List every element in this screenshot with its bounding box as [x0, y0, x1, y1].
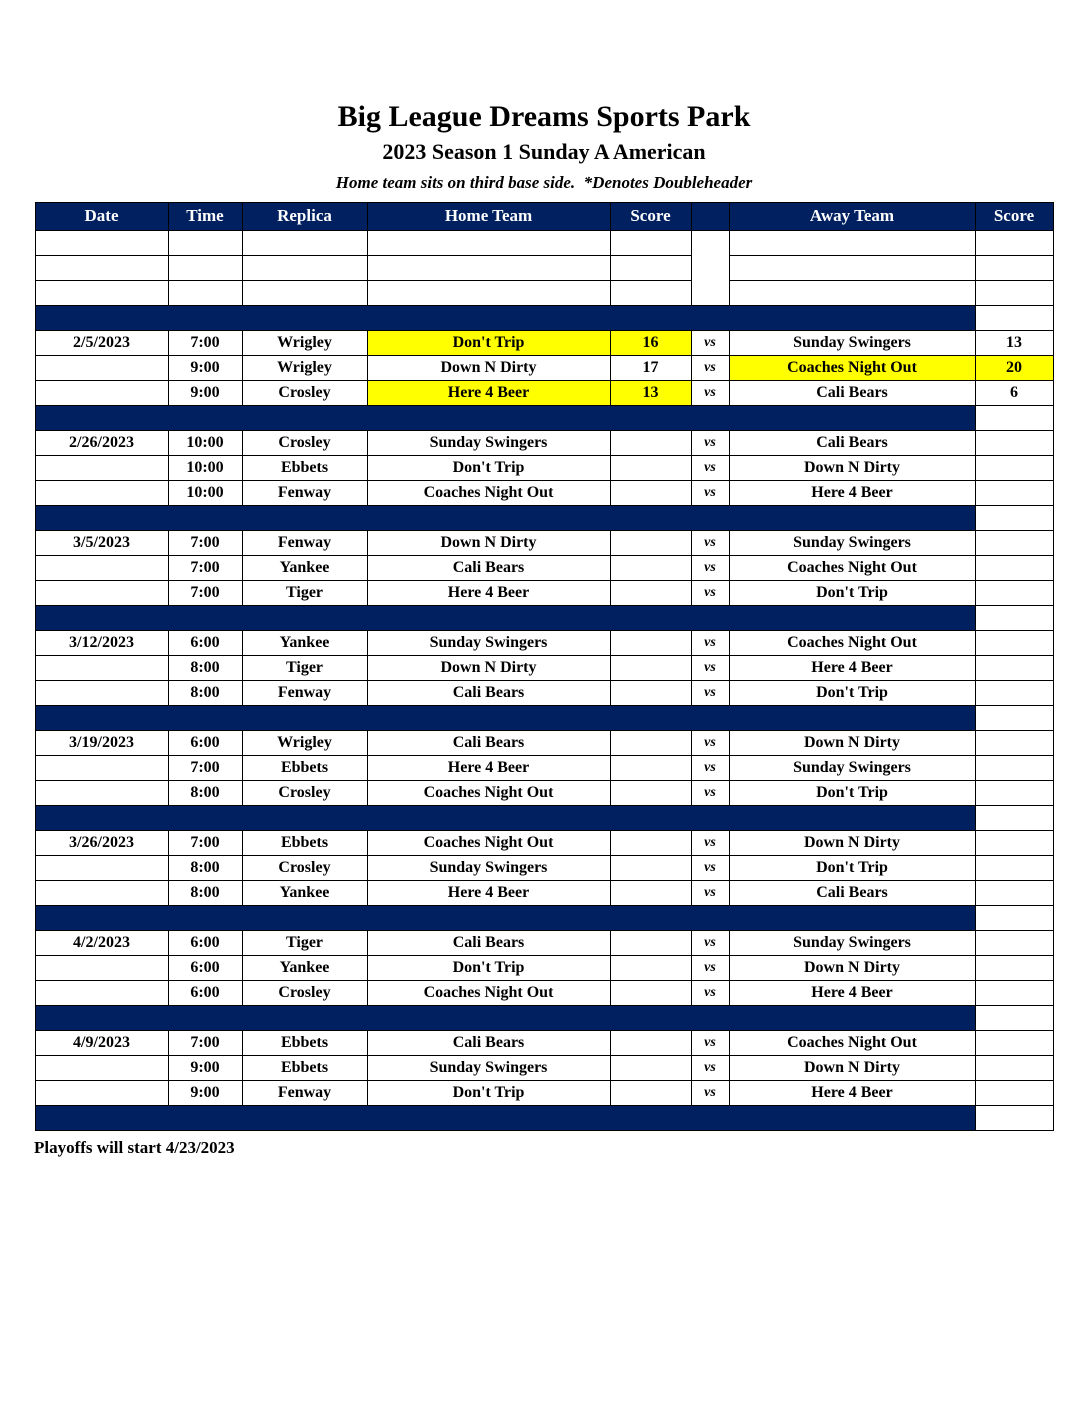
separator-bar — [35, 705, 975, 730]
game-row — [35, 530, 1053, 555]
replica-cell: Yankee — [242, 630, 367, 655]
date-cell — [35, 955, 168, 980]
game-row — [35, 430, 1053, 455]
replica-cell: Fenway — [242, 680, 367, 705]
time-cell: 7:00 — [168, 530, 242, 555]
home-score-cell — [610, 1055, 691, 1080]
date-cell — [35, 230, 168, 255]
replica-cell: Tiger — [242, 580, 367, 605]
date-cell: 3/5/2023 — [35, 530, 168, 555]
header-away-team: Away Team — [729, 202, 975, 230]
empty-row — [35, 280, 1053, 305]
home-score-cell — [610, 280, 691, 305]
vs-cell: vs — [691, 355, 729, 380]
vs-cell: vs — [691, 755, 729, 780]
vs-cell — [691, 255, 729, 280]
replica-cell: Tiger — [242, 930, 367, 955]
home-score-cell: 13 — [610, 380, 691, 405]
separator-end-cell — [975, 905, 1053, 930]
time-cell: 8:00 — [168, 780, 242, 805]
home-score-cell — [610, 680, 691, 705]
replica-cell: Ebbets — [242, 1030, 367, 1055]
time-cell: 10:00 — [168, 430, 242, 455]
away-team-cell: Cali Bears — [729, 430, 975, 455]
empty-row — [35, 230, 1053, 255]
home-team-cell: Cali Bears — [367, 930, 610, 955]
replica-cell: Ebbets — [242, 830, 367, 855]
time-cell — [168, 280, 242, 305]
game-row — [35, 380, 1053, 405]
time-cell: 9:00 — [168, 380, 242, 405]
home-score-cell — [610, 855, 691, 880]
game-row — [35, 855, 1053, 880]
away-score-cell — [975, 955, 1053, 980]
date-cell: 4/9/2023 — [35, 1030, 168, 1055]
vs-cell: vs — [691, 380, 729, 405]
home-team-cell: Don't Trip — [367, 955, 610, 980]
home-team-cell: Cali Bears — [367, 555, 610, 580]
replica-cell: Ebbets — [242, 455, 367, 480]
date-cell: 3/12/2023 — [35, 630, 168, 655]
time-cell — [168, 255, 242, 280]
replica-cell: Crosley — [242, 380, 367, 405]
home-score-cell — [610, 730, 691, 755]
away-score-cell — [975, 530, 1053, 555]
separator-row — [35, 805, 1053, 830]
away-score-cell — [975, 1030, 1053, 1055]
home-score-cell — [610, 755, 691, 780]
replica-cell: Crosley — [242, 855, 367, 880]
away-score-cell — [975, 980, 1053, 1005]
header-replica: Replica — [242, 202, 367, 230]
replica-cell — [242, 255, 367, 280]
home-team-cell: Coaches Night Out — [367, 830, 610, 855]
home-team-cell: Here 4 Beer — [367, 580, 610, 605]
game-row — [35, 955, 1053, 980]
date-cell: 2/5/2023 — [35, 330, 168, 355]
replica-cell: Fenway — [242, 1080, 367, 1105]
vs-cell: vs — [691, 530, 729, 555]
home-team-cell: Coaches Night Out — [367, 480, 610, 505]
separator-end-cell — [975, 405, 1053, 430]
table-header-row — [35, 202, 1053, 230]
vs-cell: vs — [691, 880, 729, 905]
time-cell: 9:00 — [168, 355, 242, 380]
home-team-cell — [367, 230, 610, 255]
separator-row — [35, 905, 1053, 930]
header-home-score: Score — [610, 202, 691, 230]
vs-cell: vs — [691, 455, 729, 480]
away-score-cell — [975, 280, 1053, 305]
away-score-cell: 13 — [975, 330, 1053, 355]
game-row — [35, 1080, 1053, 1105]
away-team-cell: Cali Bears — [729, 880, 975, 905]
away-team-cell: Here 4 Beer — [729, 980, 975, 1005]
time-cell: 10:00 — [168, 480, 242, 505]
vs-cell: vs — [691, 680, 729, 705]
time-cell: 7:00 — [168, 1030, 242, 1055]
game-row — [35, 780, 1053, 805]
header-away-score: Score — [975, 202, 1053, 230]
game-row — [35, 455, 1053, 480]
page-subtitle: 2023 Season 1 Sunday A American — [382, 138, 706, 164]
away-score-cell — [975, 655, 1053, 680]
vs-cell: vs — [691, 855, 729, 880]
vs-cell: vs — [691, 555, 729, 580]
game-row — [35, 355, 1053, 380]
replica-cell: Crosley — [242, 780, 367, 805]
away-score-cell — [975, 680, 1053, 705]
home-team-cell: Down N Dirty — [367, 655, 610, 680]
vs-cell: vs — [691, 730, 729, 755]
home-score-cell — [610, 1080, 691, 1105]
game-row — [35, 930, 1053, 955]
away-team-cell — [729, 230, 975, 255]
empty-row — [35, 255, 1053, 280]
away-team-cell: Here 4 Beer — [729, 655, 975, 680]
away-score-cell — [975, 780, 1053, 805]
home-team-cell: Sunday Swingers — [367, 630, 610, 655]
date-cell — [35, 580, 168, 605]
game-row — [35, 480, 1053, 505]
home-score-cell — [610, 580, 691, 605]
home-team-cell: Cali Bears — [367, 680, 610, 705]
home-score-cell — [610, 980, 691, 1005]
away-team-cell — [729, 280, 975, 305]
separator-bar — [35, 905, 975, 930]
vs-cell — [691, 230, 729, 255]
home-score-cell — [610, 430, 691, 455]
time-cell: 8:00 — [168, 655, 242, 680]
away-team-cell: Don't Trip — [729, 855, 975, 880]
game-row — [35, 1030, 1053, 1055]
replica-cell: Fenway — [242, 480, 367, 505]
date-cell — [35, 255, 168, 280]
game-row — [35, 755, 1053, 780]
time-cell — [168, 230, 242, 255]
away-team-cell: Sunday Swingers — [729, 530, 975, 555]
away-score-cell — [975, 730, 1053, 755]
vs-cell — [691, 280, 729, 305]
away-team-cell: Coaches Night Out — [729, 555, 975, 580]
schedule-table-body — [35, 230, 1053, 1130]
date-cell — [35, 355, 168, 380]
home-score-cell — [610, 480, 691, 505]
away-team-cell: Cali Bears — [729, 380, 975, 405]
home-score-cell — [610, 830, 691, 855]
home-team-cell: Here 4 Beer — [367, 755, 610, 780]
time-cell: 8:00 — [168, 680, 242, 705]
replica-cell: Crosley — [242, 980, 367, 1005]
vs-cell: vs — [691, 430, 729, 455]
away-team-cell: Here 4 Beer — [729, 1080, 975, 1105]
game-row — [35, 680, 1053, 705]
date-cell — [35, 655, 168, 680]
vs-cell: vs — [691, 830, 729, 855]
separator-bar — [35, 1005, 975, 1030]
replica-cell: Fenway — [242, 530, 367, 555]
separator-end-cell — [975, 605, 1053, 630]
game-row — [35, 580, 1053, 605]
home-score-cell — [610, 930, 691, 955]
away-score-cell — [975, 855, 1053, 880]
game-row — [35, 630, 1053, 655]
replica-cell: Wrigley — [242, 730, 367, 755]
home-score-cell — [610, 455, 691, 480]
time-cell: 7:00 — [168, 755, 242, 780]
date-cell — [35, 780, 168, 805]
date-cell: 3/26/2023 — [35, 830, 168, 855]
separator-bar — [35, 805, 975, 830]
vs-cell: vs — [691, 480, 729, 505]
separator-row — [35, 705, 1053, 730]
away-score-cell — [975, 580, 1053, 605]
away-team-cell: Don't Trip — [729, 580, 975, 605]
home-team-cell: Don't Trip — [367, 330, 610, 355]
home-score-cell — [610, 555, 691, 580]
home-score-cell — [610, 955, 691, 980]
time-cell: 9:00 — [168, 1055, 242, 1080]
home-team-cell: Down N Dirty — [367, 530, 610, 555]
home-score-cell — [610, 1030, 691, 1055]
away-score-cell — [975, 430, 1053, 455]
date-cell — [35, 480, 168, 505]
away-team-cell: Don't Trip — [729, 780, 975, 805]
home-team-cell: Cali Bears — [367, 730, 610, 755]
game-row — [35, 880, 1053, 905]
away-score-cell — [975, 480, 1053, 505]
vs-cell: vs — [691, 930, 729, 955]
vs-cell: vs — [691, 780, 729, 805]
away-team-cell: Coaches Night Out — [729, 1030, 975, 1055]
away-team-cell: Down N Dirty — [729, 730, 975, 755]
vs-cell: vs — [691, 955, 729, 980]
separator-bar — [35, 1105, 975, 1130]
date-cell: 4/2/2023 — [35, 930, 168, 955]
date-cell — [35, 980, 168, 1005]
separator-end-cell — [975, 305, 1053, 330]
time-cell: 10:00 — [168, 455, 242, 480]
date-cell — [35, 280, 168, 305]
away-score-cell — [975, 880, 1053, 905]
date-cell — [35, 555, 168, 580]
separator-end-cell — [975, 705, 1053, 730]
date-cell — [35, 680, 168, 705]
replica-cell: Yankee — [242, 555, 367, 580]
time-cell: 6:00 — [168, 630, 242, 655]
separator-end-cell — [975, 1105, 1053, 1130]
playoffs-footer-note: Playoffs will start 4/23/2023 — [34, 1137, 235, 1157]
away-score-cell — [975, 1055, 1053, 1080]
separator-end-cell — [975, 505, 1053, 530]
home-score-cell — [610, 230, 691, 255]
away-score-cell — [975, 830, 1053, 855]
separator-row — [35, 305, 1053, 330]
away-team-cell: Down N Dirty — [729, 455, 975, 480]
home-score-cell — [610, 255, 691, 280]
separator-bar — [35, 305, 975, 330]
home-team-cell: Sunday Swingers — [367, 1055, 610, 1080]
away-score-cell — [975, 255, 1053, 280]
vs-cell: vs — [691, 1030, 729, 1055]
separator-row — [35, 605, 1053, 630]
time-cell: 7:00 — [168, 555, 242, 580]
date-cell — [35, 880, 168, 905]
date-cell: 3/19/2023 — [35, 730, 168, 755]
vs-cell: vs — [691, 630, 729, 655]
header-home-team: Home Team — [367, 202, 610, 230]
header-date: Date — [35, 202, 168, 230]
time-cell: 8:00 — [168, 880, 242, 905]
game-row — [35, 1055, 1053, 1080]
home-score-cell — [610, 630, 691, 655]
time-cell: 7:00 — [168, 580, 242, 605]
away-team-cell: Coaches Night Out — [729, 630, 975, 655]
home-score-cell — [610, 655, 691, 680]
date-cell — [35, 380, 168, 405]
away-team-cell: Down N Dirty — [729, 830, 975, 855]
away-team-cell: Sunday Swingers — [729, 755, 975, 780]
away-score-cell — [975, 1080, 1053, 1105]
home-team-cell: Down N Dirty — [367, 355, 610, 380]
date-cell — [35, 455, 168, 480]
vs-cell: vs — [691, 980, 729, 1005]
header-vs — [691, 202, 729, 230]
home-score-cell — [610, 530, 691, 555]
game-row — [35, 655, 1053, 680]
time-cell: 8:00 — [168, 855, 242, 880]
time-cell: 6:00 — [168, 930, 242, 955]
away-team-cell: Down N Dirty — [729, 1055, 975, 1080]
game-row — [35, 830, 1053, 855]
game-row — [35, 330, 1053, 355]
time-cell: 6:00 — [168, 730, 242, 755]
away-team-cell: Sunday Swingers — [729, 330, 975, 355]
time-cell: 7:00 — [168, 830, 242, 855]
vs-cell: vs — [691, 580, 729, 605]
vs-cell: vs — [691, 1055, 729, 1080]
separator-row — [35, 1005, 1053, 1030]
home-team-cell: Cali Bears — [367, 1030, 610, 1055]
home-team-cell — [367, 280, 610, 305]
game-row — [35, 555, 1053, 580]
vs-cell: vs — [691, 1080, 729, 1105]
away-score-cell — [975, 455, 1053, 480]
date-cell — [35, 755, 168, 780]
away-team-cell: Coaches Night Out — [729, 355, 975, 380]
header-time: Time — [168, 202, 242, 230]
away-score-cell — [975, 555, 1053, 580]
separator-end-cell — [975, 805, 1053, 830]
separator-row — [35, 405, 1053, 430]
game-row — [35, 980, 1053, 1005]
replica-cell: Yankee — [242, 880, 367, 905]
away-team-cell — [729, 255, 975, 280]
time-cell: 7:00 — [168, 330, 242, 355]
home-team-cell: Don't Trip — [367, 455, 610, 480]
separator-bar — [35, 605, 975, 630]
home-team-note: Home team sits on third base side. *Denotes Doubleheader — [335, 172, 753, 192]
home-team-cell — [367, 255, 610, 280]
page-title: Big League Dreams Sports Park — [337, 100, 751, 133]
separator-end-cell — [975, 1005, 1053, 1030]
replica-cell: Ebbets — [242, 755, 367, 780]
home-team-cell: Coaches Night Out — [367, 980, 610, 1005]
date-cell — [35, 1080, 168, 1105]
replica-cell: Wrigley — [242, 330, 367, 355]
vs-cell: vs — [691, 655, 729, 680]
away-team-cell: Here 4 Beer — [729, 480, 975, 505]
home-team-cell: Coaches Night Out — [367, 780, 610, 805]
away-score-cell — [975, 930, 1053, 955]
home-team-cell: Sunday Swingers — [367, 430, 610, 455]
away-score-cell — [975, 230, 1053, 255]
replica-cell: Wrigley — [242, 355, 367, 380]
time-cell: 6:00 — [168, 955, 242, 980]
date-cell — [35, 1055, 168, 1080]
home-score-cell — [610, 780, 691, 805]
schedule-table — [35, 202, 1054, 1131]
away-team-cell: Sunday Swingers — [729, 930, 975, 955]
home-team-cell: Don't Trip — [367, 1080, 610, 1105]
away-score-cell: 20 — [975, 355, 1053, 380]
separator-row — [35, 505, 1053, 530]
away-team-cell: Down N Dirty — [729, 955, 975, 980]
separator-row — [35, 1105, 1053, 1130]
home-team-cell: Here 4 Beer — [367, 380, 610, 405]
time-cell: 9:00 — [168, 1080, 242, 1105]
date-cell: 2/26/2023 — [35, 430, 168, 455]
away-score-cell: 6 — [975, 380, 1053, 405]
time-cell: 6:00 — [168, 980, 242, 1005]
home-score-cell: 16 — [610, 330, 691, 355]
away-score-cell — [975, 755, 1053, 780]
replica-cell: Crosley — [242, 430, 367, 455]
home-team-cell: Here 4 Beer — [367, 880, 610, 905]
replica-cell: Ebbets — [242, 1055, 367, 1080]
vs-cell: vs — [691, 330, 729, 355]
home-score-cell: 17 — [610, 355, 691, 380]
replica-cell — [242, 280, 367, 305]
replica-cell — [242, 230, 367, 255]
away-team-cell: Don't Trip — [729, 680, 975, 705]
home-score-cell — [610, 880, 691, 905]
replica-cell: Tiger — [242, 655, 367, 680]
date-cell — [35, 855, 168, 880]
game-row — [35, 730, 1053, 755]
separator-bar — [35, 505, 975, 530]
away-score-cell — [975, 630, 1053, 655]
replica-cell: Yankee — [242, 955, 367, 980]
separator-bar — [35, 405, 975, 430]
home-team-cell: Sunday Swingers — [367, 855, 610, 880]
